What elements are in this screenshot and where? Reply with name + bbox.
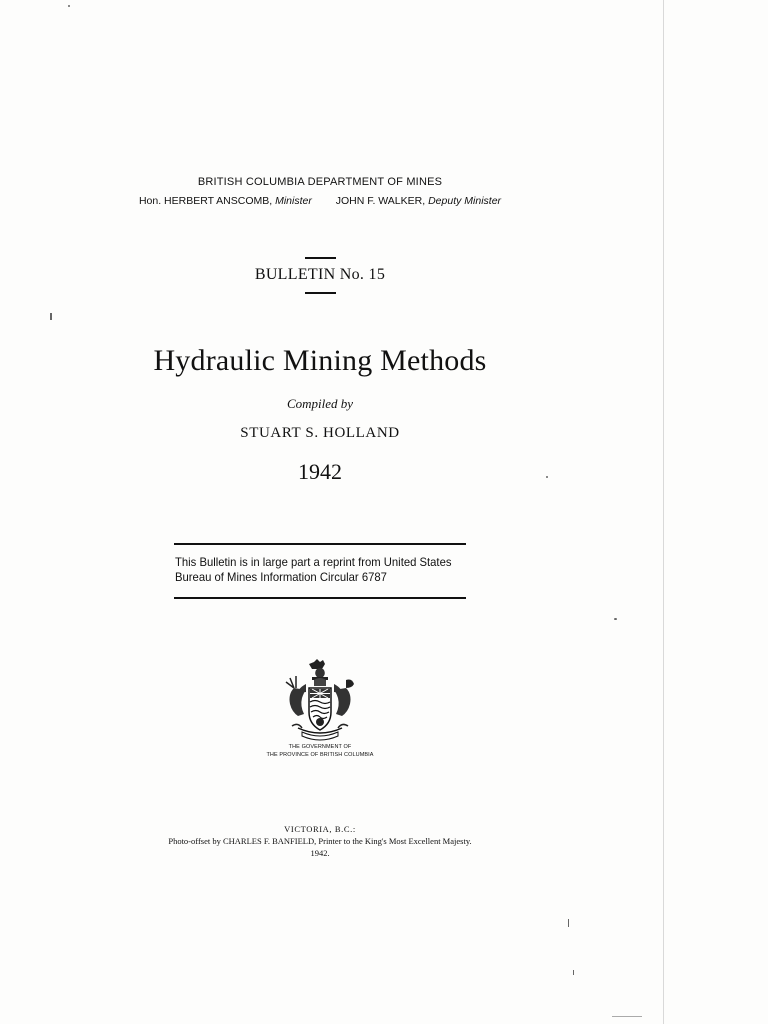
imprint-place: VICTORIA, B.C.: xyxy=(284,824,356,834)
author-name: STUART S. HOLLAND xyxy=(240,425,400,441)
bulletin-rule-top xyxy=(305,257,336,259)
scan-speck xyxy=(568,919,569,927)
bulletin-rule-bottom xyxy=(305,292,336,294)
bulletin-number: BULLETIN No. 15 xyxy=(254,266,386,283)
scan-speck xyxy=(68,5,70,7)
note-rule-bottom xyxy=(174,597,466,599)
department-heading: BRITISH COLUMBIA DEPARTMENT OF MINES xyxy=(197,176,443,188)
publication-year: 1942 xyxy=(298,459,342,484)
coat-of-arms-icon xyxy=(276,658,364,748)
imprint-year: 1942. xyxy=(310,848,330,858)
deputy-minister-name: JOHN F. WALKER, xyxy=(335,195,426,207)
compiled-by-label: Compiled by xyxy=(286,396,354,411)
deputy-minister-role: Deputy Minister xyxy=(428,195,502,207)
imprint-printer: Photo-offset by CHARLES F. BANFIELD, Printer to the King's Most Excellent Majesty. xyxy=(168,836,472,846)
scan-speck xyxy=(573,970,574,975)
minister-role: Minister xyxy=(275,195,312,207)
document-title: Hydraulic Mining Methods xyxy=(153,344,487,377)
minister-name: Hon. HERBERT ANSCOMB, xyxy=(138,195,273,207)
note-rule-top xyxy=(174,543,466,545)
crest-caption-line2: THE PROVINCE OF BRITISH COLUMBIA xyxy=(266,752,374,758)
scan-speck xyxy=(612,1016,642,1017)
page-edge-divider xyxy=(663,0,664,1024)
crest-caption-line1: THE GOVERNMENT OF xyxy=(288,744,352,750)
scan-speck xyxy=(50,313,52,320)
ministers-line xyxy=(0,195,640,207)
scan-speck xyxy=(614,618,617,620)
reprint-note: This Bulletin is in large part a reprint from United States Bureau of Mines Information Circular 6787 xyxy=(175,555,452,584)
